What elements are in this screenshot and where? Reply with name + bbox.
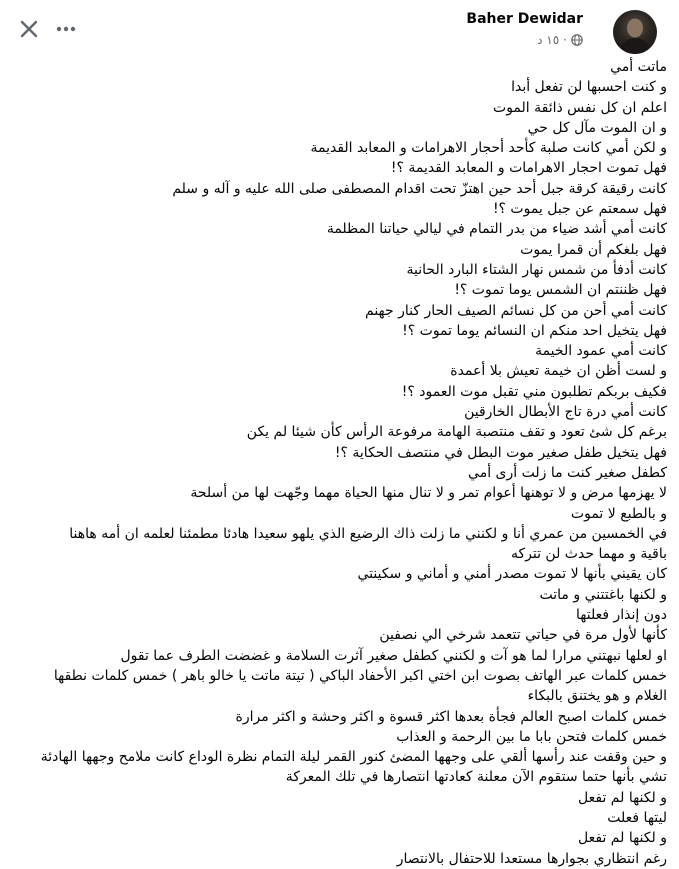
post-line: كانت أمي درة تاج الأبطال الخارقين [464, 404, 667, 421]
post-line: و لكن أمي كانت صلبة كأحد أحجار الاهرامات و المعابد القديمة [310, 140, 667, 157]
post-header [0, 0, 679, 56]
close-icon [18, 18, 40, 40]
post-line: لا يهزمها مرض و لا توهنها أعوام تمر و لا تنال منها الحياة مهما وجّهت لها من أسلحة [190, 485, 667, 502]
more-horizontal-icon [55, 20, 77, 38]
post-line: و كنت احسبها لن تفعل أبدا [511, 79, 667, 96]
post-time[interactable]: ١٥ د [537, 33, 560, 47]
post-line: و لكنها باغتتني و ماتت [539, 586, 667, 603]
post-line: خمس كلمات فتحن بابا ما بين الرحمة و العذاب [396, 728, 667, 745]
meta-separator: · [563, 33, 567, 47]
avatar[interactable] [613, 10, 657, 54]
post-line: و لكنها لم تفعل [578, 830, 667, 847]
post-line: كان يقيني بأنها لا تموت مصدر أمني و أماني و سكينتي [357, 566, 667, 583]
post-line: كأنها لأول مرة في حياتي تتعمد شرخي الي نصفين [379, 627, 667, 644]
post-line: فهل يتخيل طفل صغير موت البطل في منتصف الحكاية ؟! [334, 444, 667, 461]
post-line: و لست أظن ان خيمة تعيش بلا أعمدة [450, 363, 667, 380]
post-line: فهل بلغكم أن قمرا يموت [520, 241, 667, 258]
author-name[interactable]: Baher Dewidar [466, 11, 583, 27]
post-line: كانت أمي أحن من كل نسائم الصيف الحار كنار جهنم [365, 302, 667, 319]
post-line: فهل سمعتم عن جبل يموت ؟! [492, 201, 667, 218]
post-line: برغم كل شئ تعود و تقف منتصبة الهامة مرفوعة الرأس كأن شيئا لم يكن [246, 424, 667, 441]
post-line: دون إنذار فعلتها [576, 607, 667, 624]
post-line: فهل تموت احجار الاهرامات و المعابد القديمة ؟! [390, 160, 667, 177]
profile-photo-icon [613, 10, 657, 54]
post-line: ليتها فعلت [607, 809, 667, 826]
post-line: او لعلها نبهتني مرارا لما هو آت و لكنني كطفل صغير آثرت السلامة و غضضت الطرف عما تقول [120, 647, 667, 664]
post-meta [537, 33, 583, 47]
globe-icon[interactable] [571, 34, 583, 46]
close-button[interactable] [18, 18, 40, 40]
post-line: و حين وقفت عند رأسها ألقي على وجهها المضئ كنور القمر ليلة التمام نظرة الوداع كانت ملامح وجهها الهادئة [40, 749, 667, 766]
post-line: خمس كلمات اصبح العالم فجأة بعدها اكثر قسوة و اكثر وحشة و اكثر مرارة [235, 708, 667, 725]
post-line: و لكنها لم تفعل [578, 789, 667, 806]
post-line: كانت أدفأ من شمس نهار الشتاء البارد الحانية [406, 261, 667, 278]
post-line: رغم انتظاري بجوارها مستعدا للاحتفال بالانتصار [396, 850, 667, 867]
post-line: تشي بأنها حتما ستقوم الآن معلنة كعادتها انتصارها في تلك المعركة [285, 769, 667, 786]
post-line: خمس كلمات عبر الهاتف بصوت ابن اختي اكبر الأحفاد الباكي ( تيتة ماتت يا خالو باهر ) خمس كلمات نطقها [53, 667, 667, 684]
post-line: و ان الموت مآل كل حي [527, 119, 667, 136]
post-line: كطفل صغير كنت ما زلت أرى أمي [468, 464, 667, 481]
post-line: الغلام و هو يختنق بالبكاء [527, 688, 667, 705]
post-text [0, 57, 667, 869]
post-line: باقية و مهما حدث لن تتركه [510, 546, 667, 563]
post-line: فهل ظننتم ان الشمس يوما تموت ؟! [454, 282, 667, 299]
post-line: كانت أمي أشد ضياء من بدر التمام في ليالي حياتنا المظلمة [326, 221, 667, 238]
post-line: كانت أمي عمود الخيمة [535, 343, 667, 360]
post-line: في الخمسين من عمري أنا و لكنني ما زلت ذاك الرضيع الذي يلهو سعيدا هادئا مطمئنا لعلمه ان أمه هاهنا [69, 525, 667, 542]
post-line: فهل يتخيل احد منكم ان النسائم يوما تموت ؟! [402, 322, 667, 339]
more-options-button[interactable] [55, 20, 77, 38]
post-line: و بالطبع لا تموت [570, 505, 667, 522]
post-line: ماتت أمي [610, 59, 667, 75]
post-line: اعلم ان كل نفس ذائقة الموت [493, 99, 667, 116]
post-line: كانت رقيقة كرقة جبل أحد حين اهتزّ تحت اقدام المصطفى صلى الله عليه و آله و سلم [172, 180, 667, 197]
post-line: فكيف بربكم تطلبون مني تقبل موت العمود ؟! [401, 383, 667, 400]
